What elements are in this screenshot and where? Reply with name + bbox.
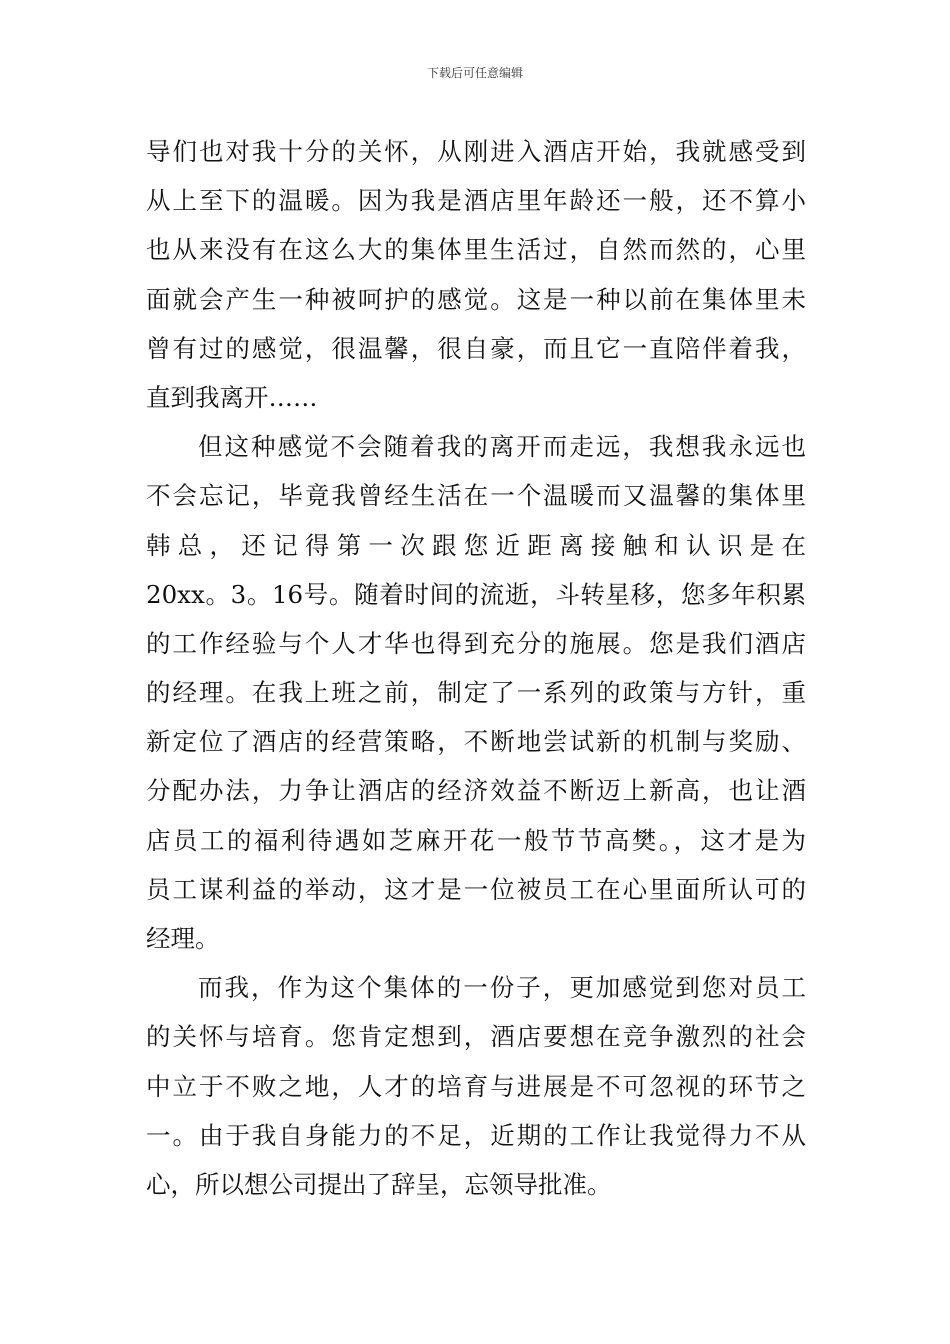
paragraph-2: [146, 422, 806, 963]
text-line: 的关怀与培育。您肯定想到，酒店要想在竞争激烈的社会: [146, 1022, 806, 1052]
text-line: 韩总，还记得第一次跟您近距离接触和认识是在: [146, 530, 806, 560]
paragraph-3: [146, 963, 806, 1209]
text-line: 不会忘记，毕竟我曾经生活在一个温暖而又温馨的集体里: [146, 481, 806, 511]
text-line: 员工谋利益的举动，这才是一位被员工在心里面所认可的: [146, 874, 806, 904]
text-line: 直到我离开……: [146, 382, 318, 412]
text-line: 面就会产生一种被呵护的感觉。这是一种以前在集体里未: [146, 284, 806, 314]
text-line: 也从来没有在这么大的集体里生活过，自然而然的，心里: [146, 235, 806, 265]
text-line: 心，所以想公司提出了辞呈，忘领导批准。: [146, 1169, 612, 1199]
text-line: 20xx。3。16号。随着时间的流逝，斗转星移，您多年积累: [146, 579, 806, 609]
text-line: 从上至下的温暖。因为我是酒店里年龄还一般，还不算小: [146, 186, 806, 216]
text-line: 中立于不败之地，人才的培育与进展是不可忽视的环节之: [146, 1071, 806, 1101]
text-line: 新定位了酒店的经营策略，不断地尝试新的机制与奖励、: [146, 727, 806, 757]
text-line: 曾有过的感觉，很温馨，很自豪，而且它一直陪伴着我，: [146, 333, 806, 363]
text-line: 的工作经验与个人才华也得到充分的施展。您是我们酒店: [146, 628, 806, 658]
text-line: 店员工的福利待遇如芝麻开花一般节节高樊。，这才是为: [146, 825, 806, 855]
paragraph-1: [146, 127, 806, 422]
text-line: 导们也对我十分的关怀，从刚进入酒店开始，我就感受到: [146, 137, 806, 166]
text-line: 经理。: [146, 924, 220, 953]
text-line: 而我，作为这个集体的一份子，更加感觉到您对员工: [198, 973, 806, 1003]
text-line: 的经理。在我上班之前，制定了一系列的政策与方针，重: [146, 678, 806, 708]
page-header: 下载后可任意编辑: [426, 66, 523, 80]
text-line: 分配办法，力争让酒店的经济效益不断迈上新高，也让酒: [146, 776, 806, 806]
document-body: [146, 127, 806, 1209]
text-line: 一。由于我自身能力的不足，近期的工作让我觉得力不从: [146, 1120, 806, 1150]
text-line: 但这种感觉不会随着我的离开而走远，我想我永远也: [198, 432, 806, 462]
